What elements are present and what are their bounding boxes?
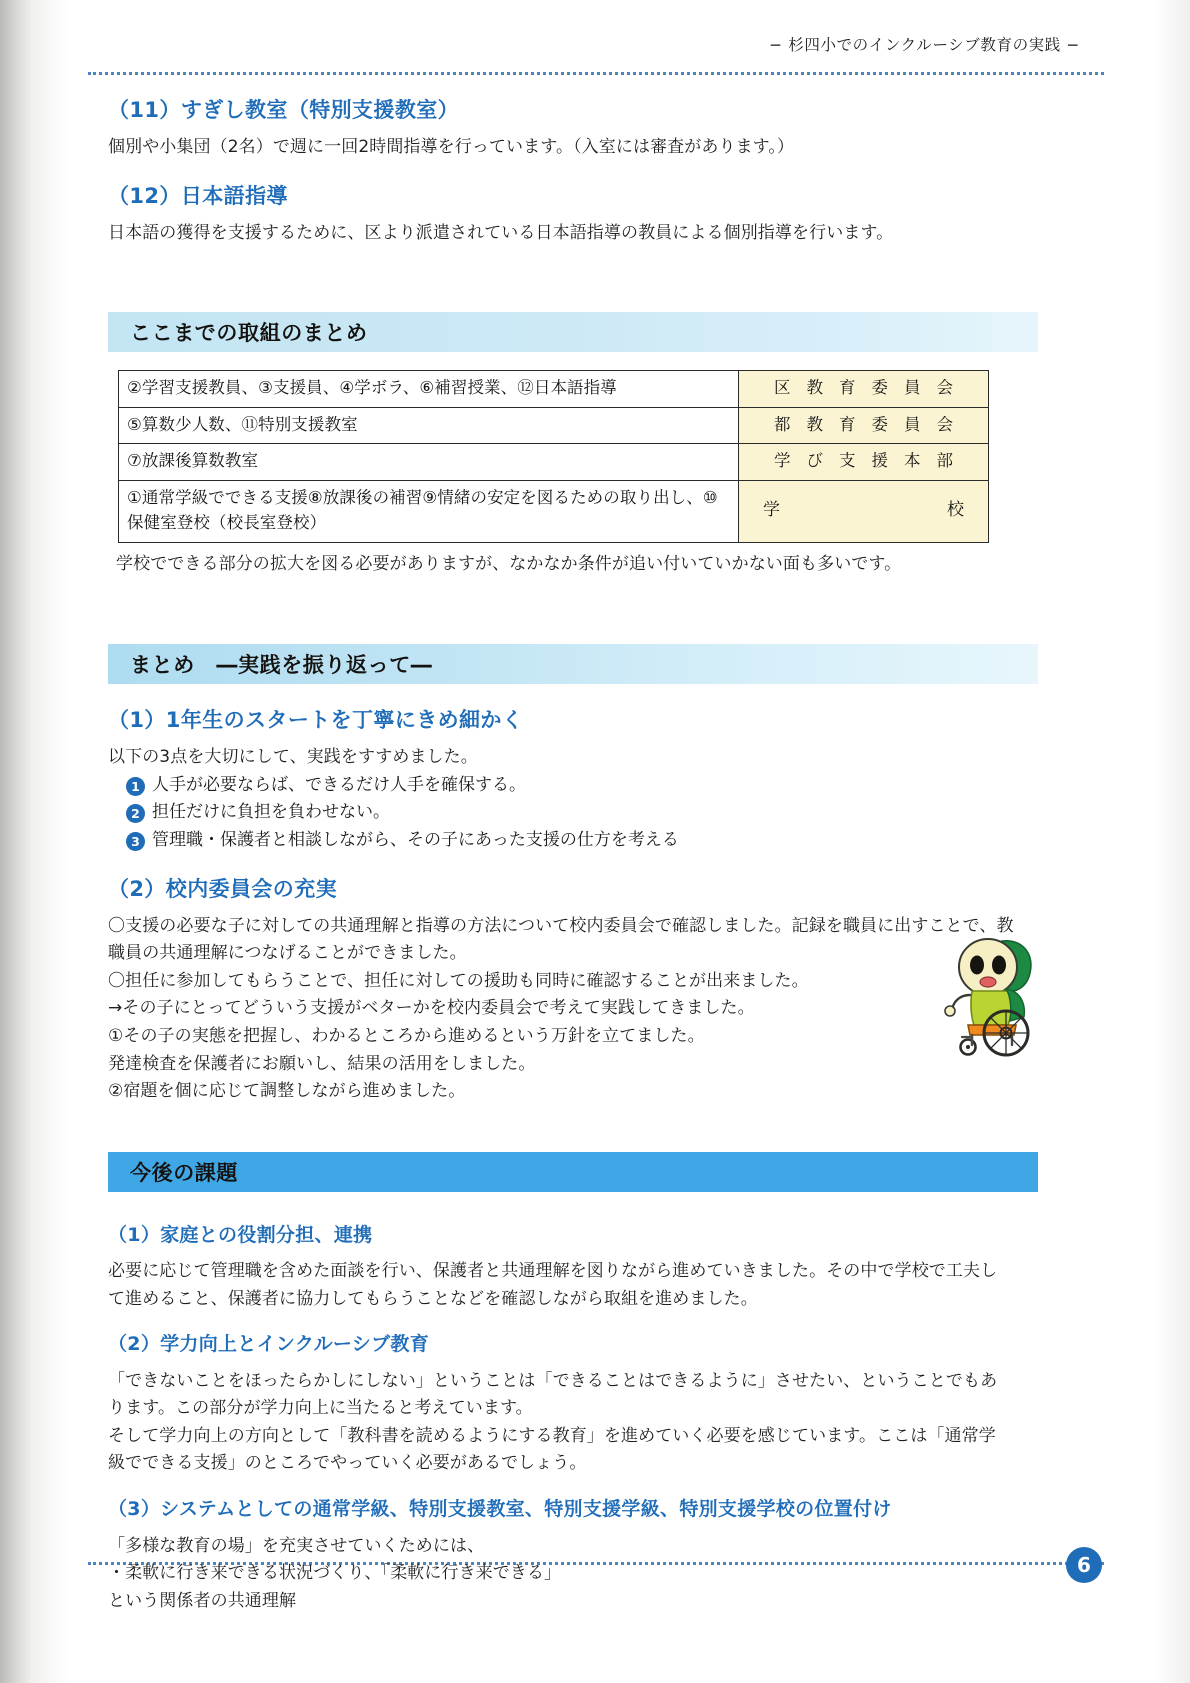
kadai2-line-1: 「できないことをほったらかしにしない」ということは「できることはできるように」させたい、ということでもあ — [108, 1370, 998, 1391]
spacer — [108, 1358, 1048, 1368]
spacer — [108, 352, 1048, 370]
section-heading-kadai1: （1）家庭との役割分担、連携 — [108, 1223, 373, 1246]
table-cell-org-inner — [747, 498, 980, 524]
list-item-text: 人手が必要ならば、できるだけ人手を確保する。 — [152, 774, 526, 795]
band-kadai-label: 今後の課題 — [130, 1160, 238, 1185]
matome2-line-5: ①その子の実態を把握し、わかるところから進めるという万針を立てました。 — [108, 1025, 705, 1046]
section-heading-item12: （12）日本語指導 — [108, 183, 288, 208]
kadai3-line-3: という関係者の共通理解 — [108, 1590, 297, 1611]
matome2-line-2: 職員の共通理解につなげることができました。 — [108, 943, 467, 964]
list-item-text: 管理職・保護者と相談しながら、その子にあった支援の仕方を考える — [152, 829, 679, 850]
list-item — [126, 772, 1048, 800]
kadai2-line-4: 級でできる支援」のところでやっていく必要があるでしょう。 — [108, 1453, 587, 1474]
matome2-line-6: 発達検査を保護者にお願いし、結果の活用をしました。 — [108, 1053, 536, 1074]
page-number-badge: 6 — [1066, 1547, 1102, 1583]
band-summary-label: ここまでの取組のまとめ — [130, 320, 368, 345]
matome2-line-3: 〇担任に参加してもらうことで、担任に対しての援助も同時に確認することが出来ました。 — [108, 970, 809, 991]
kadai3-line-2: ・柔軟に行き来できる状況づくり、「柔軟に行き来できる」 — [108, 1563, 562, 1584]
section-body-item11: 個別や小集団（2名）で週に一回2時間指導を行っています。（入室には審査があります。） — [108, 137, 795, 158]
band-kadai — [108, 1152, 1038, 1192]
summary-note: 学校でできる部分の拡大を図る必要がありますが、なかなか条件が追い付いていかない面も多いです。 — [116, 553, 902, 574]
matome1-lead: 以下の3点を大切にして、実践をすすめました。 — [108, 747, 478, 768]
table-cell-org-right: 校 — [947, 500, 980, 520]
running-header: − 杉四小でのインクルーシブ教育の実践 − — [769, 36, 1080, 54]
kadai3-line-1: 「多様な教育の場」を充実させていくためには、 — [108, 1535, 485, 1556]
spacer — [108, 248, 1048, 312]
spacer — [108, 124, 1048, 134]
section-heading-matome2: （2）校内委員会の充実 — [108, 876, 338, 901]
page-left-edge-shadow — [0, 0, 70, 1683]
table-cell-org: 学び支援本部 — [739, 444, 989, 481]
table-row — [119, 481, 989, 543]
mascot-wheelchair-character-illustration — [928, 925, 1060, 1057]
bullet-number-icon: 3 — [126, 832, 145, 851]
spacer — [108, 578, 1048, 644]
spacer — [108, 684, 1048, 706]
spacer — [108, 1478, 1048, 1496]
spacer — [108, 1523, 1048, 1533]
bullet-number-icon: 2 — [126, 804, 145, 823]
table-cell-desc: ⑤算数少人数、⑪特別支援教室 — [119, 407, 739, 444]
band-matome — [108, 644, 1038, 684]
spacer — [108, 210, 1048, 220]
kadai1-line-2: て進めること、保護者に協力してもらうことなどを確認しながら取組を進めました。 — [108, 1288, 758, 1309]
kadai1-line-1: 必要に応じて管理職を含めた面談を行い、保護者と共通理解を図りながら進めていきました。その中で学校で工夫し — [108, 1261, 998, 1282]
bullet-number-icon: 1 — [126, 777, 145, 796]
matome2-line-4: →その子にとってどういう支援がベターかを校内委員会で考えて実践してきました。 — [108, 998, 755, 1019]
table-row — [119, 370, 989, 407]
matome2-line-1: 〇支援の必要な子に対しての共通理解と指導の方法について校内委員会で確認しました。記録を職員に出すことで、教 — [108, 915, 1014, 936]
table-cell-desc: ⑦放課後算数教室 — [119, 444, 739, 481]
spacer — [108, 734, 1048, 744]
section-heading-item11: （11）すぎし教室（特別支援教室） — [108, 98, 460, 122]
list-item-text: 担任だけに負担を負わせない。 — [152, 802, 390, 823]
section-heading-kadai2: （2）学力向上とインクルーシブ教育 — [108, 1333, 429, 1356]
kadai2-line-2: ります。この部分が学力向上に当たると考えています。 — [108, 1398, 533, 1419]
band-matome-label: まとめ ―実践を振り返って― — [130, 653, 433, 678]
spacer — [108, 855, 1048, 875]
table-cell-desc: ①通常学級でできる支援⑧放課後の補習⑨情緒の安定を図るための取り出し、⑩保健室登校（校長室登校） — [119, 481, 739, 543]
spacer — [108, 543, 1048, 551]
table-cell-org-left: 学 — [763, 500, 796, 520]
list-item — [126, 827, 1048, 855]
page-right-edge-shadow — [1154, 0, 1190, 1683]
table-row — [119, 407, 989, 444]
spacer — [108, 1248, 1048, 1258]
table-cell-org — [739, 481, 989, 543]
list-item — [126, 799, 1048, 827]
matome2-line-7: ②宿題を個に応じて調整しながら進めました。 — [108, 1081, 466, 1102]
page-content — [108, 96, 1048, 1615]
spacer — [108, 1106, 1048, 1152]
table-cell-desc: ②学習支援教員、③支援員、④学ボラ、⑥補習授業、⑫日本語指導 — [119, 370, 739, 407]
section-heading-kadai3: （3）システムとしての通常学級、特別支援教室、特別支援学級、特別支援学校の位置付け — [108, 1497, 892, 1520]
section-heading-matome1: （1）1年生のスタートを丁寧にきめ細かく — [108, 708, 524, 733]
band-summary — [108, 312, 1038, 352]
kadai2-line-3: そして学力向上の方向として「教科書を読めるようにする教育」を進めていく必要を感じています。ここは「通常学 — [108, 1425, 996, 1446]
table-row — [119, 444, 989, 481]
spacer — [108, 1313, 1048, 1331]
summary-table — [118, 370, 989, 543]
table-cell-org: 都教育委員会 — [739, 407, 989, 444]
table-cell-org: 区教育委員会 — [739, 370, 989, 407]
spacer — [108, 903, 1048, 913]
section-body-item12: 日本語の獲得を支援するために、区より派遣されている日本語指導の教員による個別指導を行います。 — [108, 223, 894, 244]
spacer — [108, 162, 1048, 182]
spacer — [108, 1192, 1048, 1222]
header-dotted-rule — [88, 72, 1104, 75]
